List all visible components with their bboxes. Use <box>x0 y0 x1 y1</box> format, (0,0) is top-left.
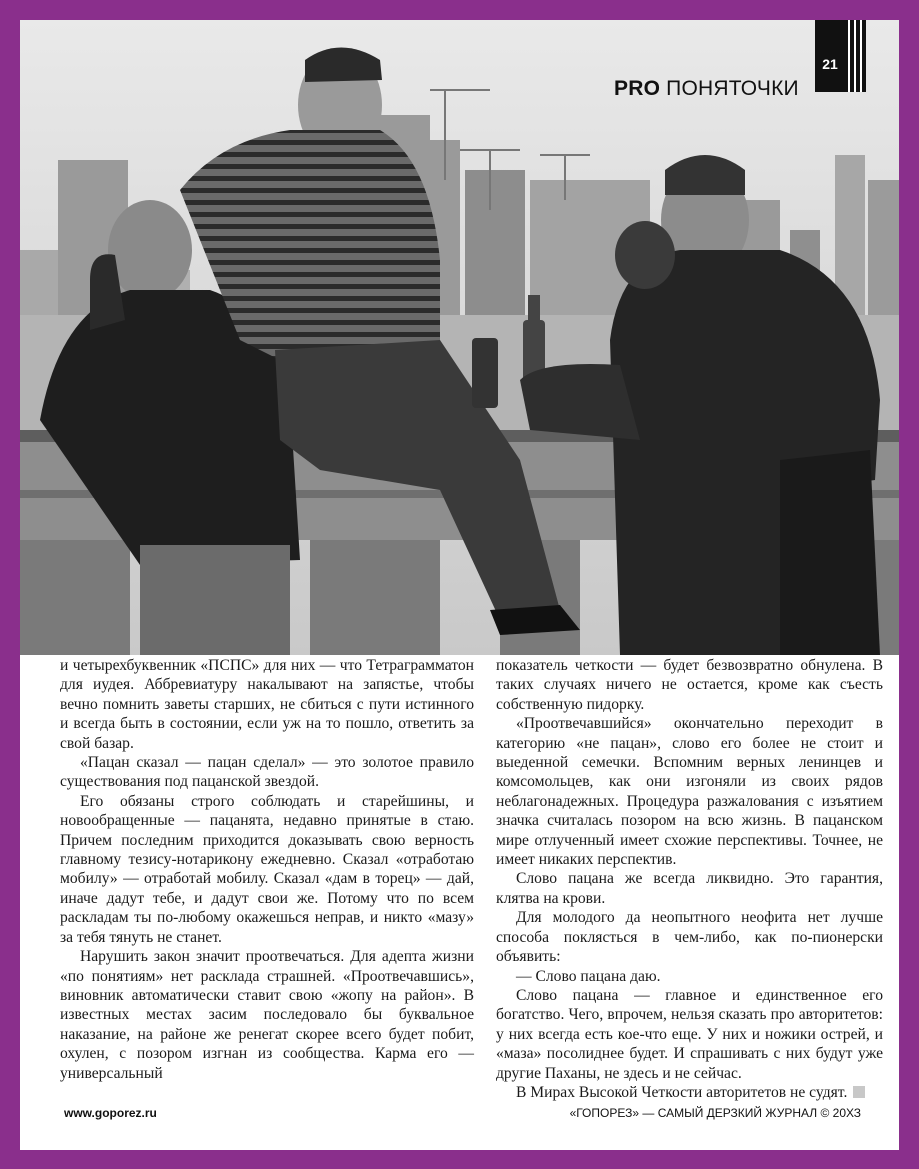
paragraph: Его обязаны строго соблюдать и старейшины, и новообращенные — пацанята, недавно принятые в стаю. Причем последним приходится доказывать свою верность главному тезису-нотарикону ежедневно. Сказал «отработаю мобилу» — отработай мобилу. Сказал «дам в торец» — дай, иначе дадут тебе, и дадут свои же. Потому что по всем раскладам ты по-любому окажешься неправ, и никто «мазу» за тебя тянуть не станет. <box>60 792 474 946</box>
paragraph: Нарушить закон значит проотвечаться. Для адепта жизни «по понятиям» нет расклада страшней. «Проотвечавшись», виновник автоматически ставит свою «жопу на район». В известных местах засим последовало бы буквальное наказание, на районе же ренегат скорее всего будет побит, охулен, с позором изгнан из сообщества. Карма его — универсальный <box>60 948 474 1082</box>
page-number: 21 <box>822 56 838 72</box>
paragraph: Слово пацана же всегда ликвидно. Это гарантия, клятва на крови. <box>496 870 883 907</box>
header-prefix: PRO <box>614 77 661 100</box>
paragraph: — Слово пацана даю. <box>516 967 661 985</box>
paragraph-text: В Мирах Высокой Четкости авторитетов не судят. <box>516 1083 848 1101</box>
paragraph: Слово пацана — главное и единственное его богатство. Чего, впрочем, нельзя сказать про авторитетов: у них всегда есть кое-что еще. У них и ножики острей, и «маза» посолиднее будет. И спрашивать с них будут уже другие Паханы, не здесь и не сейчас. <box>496 986 883 1082</box>
paragraph: показатель четкости — будет безвозвратно обнулена. В таких случаях ничего не остается, кроме как съесть собственную пидорку. <box>496 657 883 713</box>
paragraph: «Проотвечавшийся» окончательно переходит в категорию «не пацан», слово его более не стоит и выеденной семечки. Вспомним верных ленинцев и комсомольцев, как они изгоняли из своих рядов неблагонадежных. Процедура разжалования с изъятием значка считалась позором на всю жизнь. В пацанском мире отлученный имеет схожие перспективы. Точнее, не имеет никаких перспектив. <box>496 715 883 869</box>
tab-stripe <box>860 20 862 92</box>
paragraph: и четырехбуквенник «ПСПС» для них — что Тетраграмматон для иудея. Аббревиатуру накалывают на запястье, чтобы вечно помнить заветы старших, не сбиться с пути истинного и всегда быть в состоянии, если уж на то пошло, ответить за свой базар. <box>60 657 474 752</box>
magazine-page <box>20 20 899 1150</box>
paragraph: «Пацан сказал — пацан сделал» — это золотое правило существования под пацанской звездой. <box>60 754 474 791</box>
text-column-left <box>60 656 480 1083</box>
text-column-right <box>496 656 883 1102</box>
last-paragraph <box>496 1083 883 1102</box>
tab-stripe <box>854 20 856 92</box>
cover-photo <box>20 20 899 655</box>
tab-stripe <box>848 20 850 92</box>
footer-tagline: «ГОПОРЕЗ» — САМЫЙ ДЕРЗКИЙ ЖУРНАЛ © 20ХЗ <box>569 1106 861 1120</box>
section-header <box>614 74 799 104</box>
paragraph: Для молодого да неопытного неофита нет лучше способа поклясться в чем-либо, как по-пионерски объявить: <box>496 909 883 966</box>
page-number-tab <box>815 20 866 92</box>
header-title: ПОНЯТОЧКИ <box>666 77 799 100</box>
end-of-article-mark <box>853 1086 865 1098</box>
footer-website: www.goporez.ru <box>64 1106 157 1120</box>
